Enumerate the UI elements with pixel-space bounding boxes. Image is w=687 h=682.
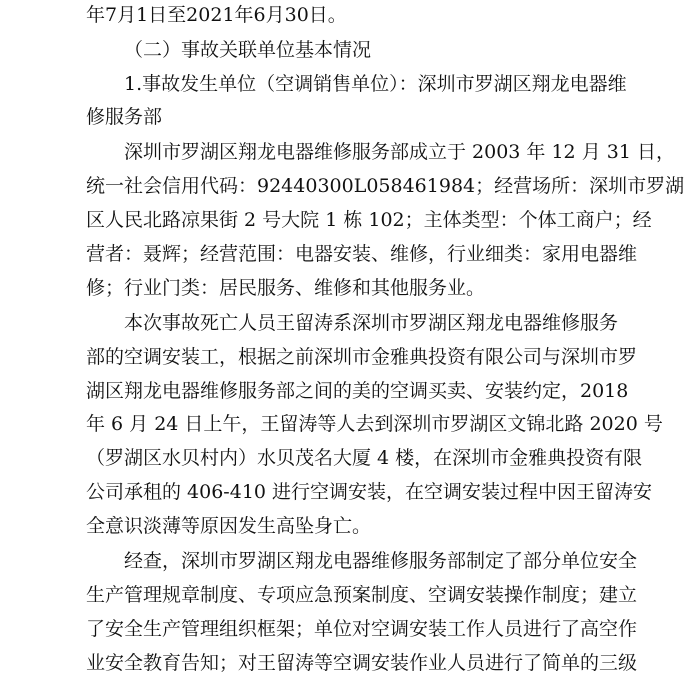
text-line: 湖区翔龙电器维修服务部之间的美的空调买卖、安装约定，2018 [86,380,629,402]
text-line: 修；行业门类：居民服务、维修和其他服务业。 [86,277,486,299]
text-line: 深圳市罗湖区翔龙电器维修服务部成立于 2003 年 12 月 31 日， [124,141,675,163]
text-line: 年 6 月 24 日上午，王留涛等人去到深圳市罗湖区文锦北路 2020 号 [86,413,663,435]
text-line: 公司承租的 406-410 进行空调安装，在空调安装过程中因王留涛安 [86,481,653,503]
text-line: 区人民北路凉果街 2 号大院 1 栋 102；主体类型：个体工商户；经 [86,209,652,231]
text-line: 年7月1日至2021年6月30日。 [86,4,347,26]
text-line: 营者：聂辉；经营范围：电器安装、维修，行业细类：家用电器维 [86,243,638,265]
text-line: 生产管理规章制度、专项应急预案制度、空调安装操作制度；建立 [86,584,638,606]
text-line: 1.事故发生单位（空调销售单位）：深圳市罗湖区翔龙电器维 [124,73,627,95]
text-line: 部的空调安装工，根据之前深圳市金雅典投资有限公司与深圳市罗 [86,346,638,368]
text-line: （罗湖区水贝村内）水贝茂名大厦 4 楼，在深圳市金雅典投资有限 [86,447,643,469]
text-line: 修服务部 [86,106,163,128]
text-line: 全意识淡薄等原因发生高坠身亡。 [86,515,372,537]
text-line: 了安全生产管理组织框架；单位对空调安装工作人员进行了高空作 [86,618,638,640]
text-line: 统一社会信用代码：92440300L058461984；经营场所：深圳市罗湖 [86,175,685,197]
text-line: 经查，深圳市罗湖区翔龙电器维修服务部制定了部分单位安全 [124,550,638,572]
text-line: 业安全教育告知；对王留涛等空调安装作业人员进行了简单的三级 [86,652,638,674]
section-heading: （二）事故关联单位基本情况 [124,39,372,61]
text-line: 本次事故死亡人员王留涛系深圳市罗湖区翔龙电器维修服务 [124,312,619,334]
